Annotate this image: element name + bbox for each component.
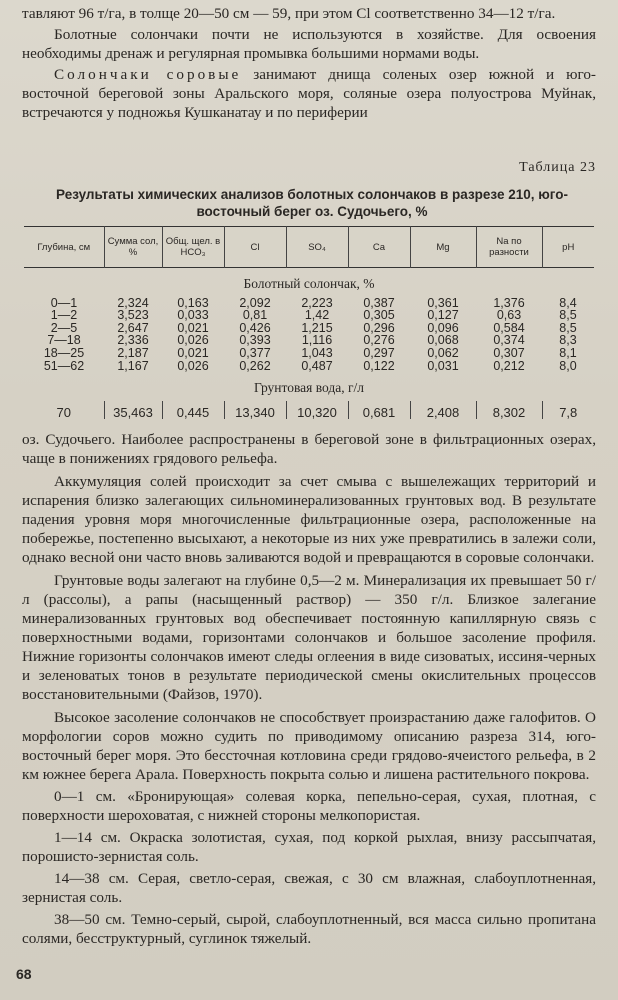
header-ca: Ca — [348, 227, 410, 268]
table-cell: 7—18 — [47, 333, 81, 348]
table-title: Результаты химических анализов болотных солончаков в разрезе 210, юго-восточный берег оз. Судочьего, % — [56, 187, 568, 219]
paragraph-accumulation: Аккумуляция солей происходит за счет смыва с вышележащих территорий и испарения близко залегающих сильноминерализованных грунтовых вод. В результате падения уровня моря многочисленные фильтрационные озера, расположенные на побережье, постепенно высыхают, а некоторые из них уже превратились в залежи соли, однако весной они часто вновь заливаются водой и превращаются в соровые солончаки. — [22, 473, 596, 566]
table-cell: 2,092 — [239, 295, 271, 310]
table-cell: 0,393 — [239, 333, 271, 348]
header-cl: Cl — [224, 227, 286, 268]
table-cell: 0,021 — [177, 345, 209, 360]
table-cell: 0,127 — [427, 308, 459, 323]
page-number: 68 — [16, 966, 32, 982]
table-cell: 0,426 — [239, 320, 271, 335]
header-salt-sum: Сумма сол, % — [104, 227, 162, 268]
paragraph-boggy-use: Болотные солончаки почти не используются в хозяйстве. Для освоения необходимы дренаж и регулярная промывка большими нормами воды. — [22, 26, 596, 62]
table-row — [24, 360, 594, 373]
table-cell: 0,212 — [493, 358, 525, 373]
table-cell: 2,336 — [117, 333, 149, 348]
table-cell: 1,42 — [304, 308, 330, 323]
table-cell: 0,262 — [239, 358, 271, 373]
table-cell: 2,223 — [301, 295, 333, 310]
table-cell: 0—1 — [50, 295, 78, 310]
paragraph-sor-solonchaks: Солончаки соровые занимают днища соленых озер южной и юго-восточной береговой зоны Аральского моря, соляные озера полуострова Муйнак, встречаются у подножья Кушканатау и по периферии — [22, 66, 596, 121]
table-cell: 0,021 — [177, 320, 209, 335]
table-row — [24, 347, 594, 360]
table-cell: 0,361 — [427, 295, 459, 310]
table-cell: 8,5 — [559, 320, 577, 335]
header-depth: Глубина, см — [37, 241, 91, 253]
table-cell: 0,122 — [363, 358, 395, 373]
section-boggy-solonchak: Болотный солончак, % — [243, 276, 375, 291]
horizon-38-50: 38—50 см. Темно-серый, сырой, слабоуплотненный, вся масса сильно пропитана солями, бесструктурный, суглинок тяжелый. — [22, 911, 596, 947]
table-cell: 0,297 — [363, 345, 395, 360]
table-cell: 0,307 — [493, 345, 525, 360]
table-cell: 51—62 — [43, 358, 85, 373]
table-cell: 8,3 — [559, 333, 577, 348]
table-cell: 0,305 — [363, 308, 395, 323]
table-row — [24, 309, 594, 322]
table-cell: 0,63 — [496, 308, 522, 323]
section-groundwater: Грунтовая вода, г/л — [253, 380, 365, 396]
horizon-0-1: 0—1 см. «Бронирующая» солевая корка, пепельно-серая, сухая, плотная, с поверхности шероховатая, с нижней стороны мелкопористая. — [22, 788, 596, 824]
table-cell: 0,296 — [363, 320, 395, 335]
table-cell: 0,033 — [177, 308, 209, 323]
table-cell: 8,5 — [559, 308, 577, 323]
header-alkalinity: Общ. щел. в HCO₃ — [162, 227, 224, 268]
table-label: Таблица 23 — [519, 160, 596, 175]
paragraph-distribution: оз. Судочьего. Наиболее распространены в береговой зоне в фильтрационных озерах, чаще в понижениях грядового рельефа. — [22, 431, 596, 467]
table-cell: 0,062 — [427, 345, 459, 360]
table-cell: 1—2 — [50, 308, 78, 323]
table-cell: 18—25 — [43, 345, 85, 360]
table-cell: 8,4 — [559, 295, 577, 310]
table-header-row — [24, 227, 594, 268]
table-row-groundwater: 70 35,463 0,445 13,340 10,320 0,681 2,408 8,302 7,8 — [24, 401, 594, 420]
table-cell: 8,0 — [559, 358, 577, 373]
header-mg: Mg — [410, 227, 476, 268]
table-cell: 0,068 — [427, 333, 459, 348]
term-sor-solonchaks: Солончаки соровые — [54, 66, 242, 83]
top-text — [22, 4, 596, 122]
table-cell: 2,647 — [117, 320, 149, 335]
table-cell: 1,376 — [493, 295, 525, 310]
table-cell: 1,043 — [301, 345, 333, 360]
horizon-1-14: 1—14 см. Окраска золотистая, сухая, под коркой рыхлая, внизу рассыпчатая, порошисто-зернистая соль. — [22, 829, 596, 865]
horizon-14-38: 14—38 см. Серая, светло-серая, свежая, с 30 см влажная, слабоуплотненная, зернистая соль. — [22, 870, 596, 906]
table-cell: 0,387 — [363, 295, 395, 310]
table-cell: 3,523 — [117, 308, 149, 323]
table-cell: 2,187 — [117, 345, 149, 360]
table-cell: 2—5 — [50, 320, 78, 335]
table-cell: 0,031 — [427, 358, 459, 373]
paragraph-morphology: Высокое засоление солончаков не способствует произрастанию даже галофитов. О морфологии соров можно судить по приводимому описанию разреза 314, юго-восточный берег моря. Это бессточная котловина среди грядово-ячеистого рельефа, в 2 км южнее берега Арала. Поверхность покрыта солью и лишена растительного покрова. — [22, 709, 596, 783]
table-cell: 0,026 — [177, 333, 209, 348]
table-cell: 0,163 — [177, 295, 209, 310]
body-text — [22, 430, 596, 948]
table-cell: 2,324 — [117, 295, 149, 310]
table-cell: 1,116 — [301, 333, 333, 348]
table-cell: 1,167 — [117, 358, 149, 373]
table-cell: 1,215 — [301, 320, 333, 335]
header-so4: SO₄ — [286, 227, 348, 268]
header-ph: pH — [542, 227, 594, 268]
continued-paragraph: тавляют 96 т/га, в толще 20—50 см — 59, при этом Cl соответственно 34—12 т/га. — [22, 5, 556, 22]
paragraph-groundwater: Грунтовые воды залегают на глубине 0,5—2 м. Минерализация их превышает 50 г/л (рассолы), а рапы (насыщенный раствор) — 350 г/л. Близкое залегание минерализованных грунтовых вод обеспечивает постоянную капиллярную связь с поверхностными водами, горизонтами солончаков и большое засоление профиля. Нижние горизонты солончаков имеют следы оглеения в виде сизоватых, иссиня-черных и зеленоватых тонов в результате периодической смены окислительных процессов восстановительными (Файзов, 1970). — [22, 572, 596, 703]
header-na: Na по разности — [476, 227, 542, 268]
table-cell: 0,374 — [493, 333, 525, 348]
table-cell: 0,81 — [242, 308, 268, 323]
table-cell: 0,276 — [363, 333, 395, 348]
table-cell: 0,584 — [493, 320, 525, 335]
table-cell: 0,487 — [301, 358, 333, 373]
chemical-analysis-table — [24, 226, 594, 419]
table-cell: 8,1 — [559, 345, 577, 360]
table-cell: 0,377 — [239, 345, 271, 360]
table-cell: 0,096 — [427, 320, 459, 335]
table-cell: 0,026 — [177, 358, 209, 373]
